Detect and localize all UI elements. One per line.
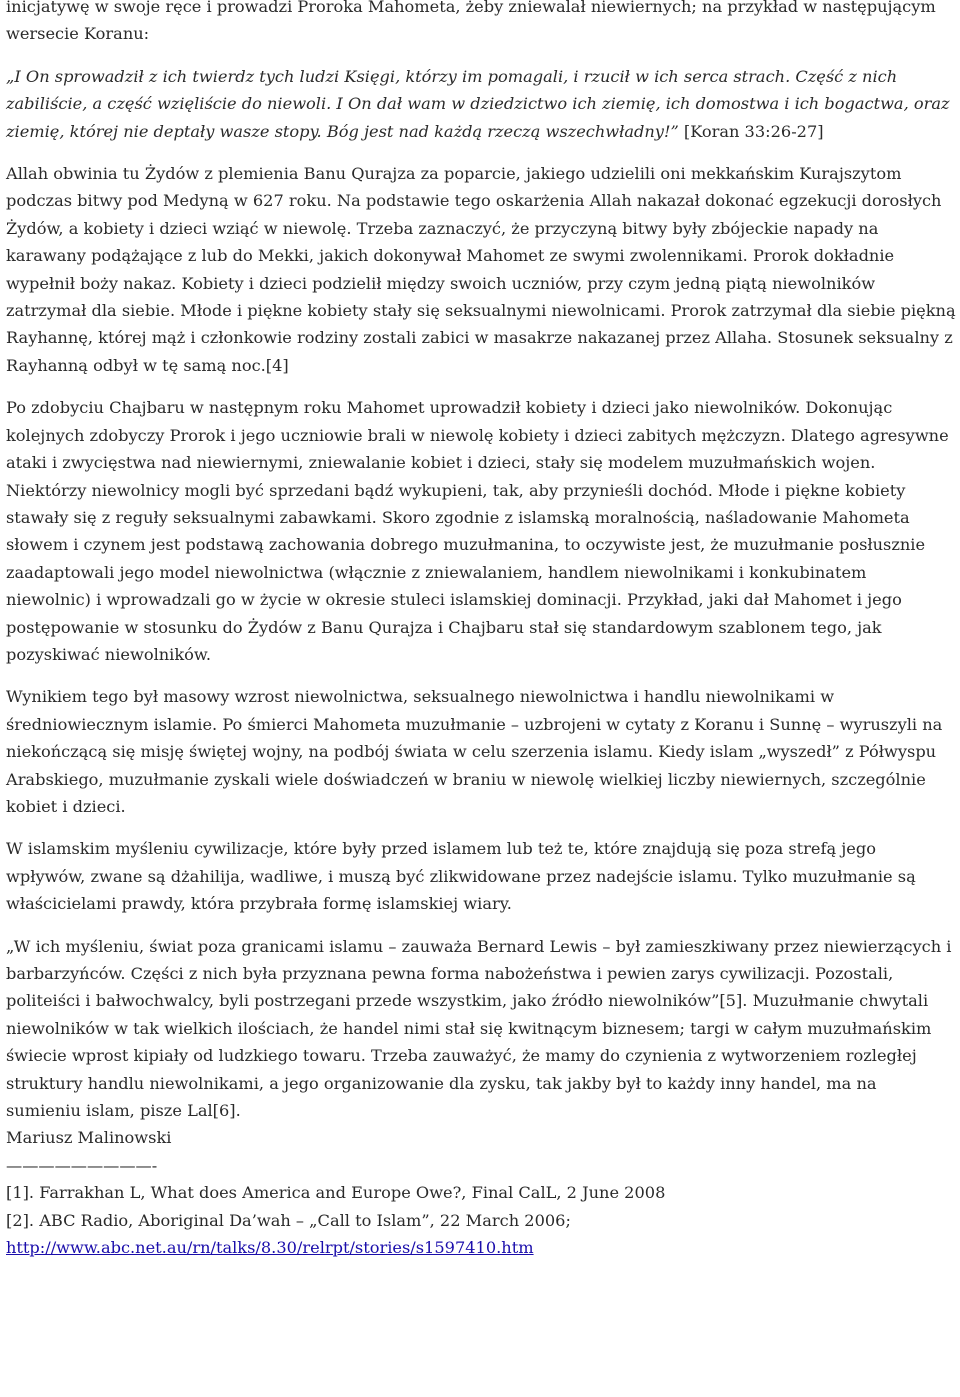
paragraph-slavery-growth: Wynikiem tego był masowy wzrost niewolnictwa, seksualnego niewolnictwa i handlu niewolnikami w średniowiecznym islamie. Po śmierci Mahometa muzułmanie – uzbrojeni w cytaty z Koranu i Sunnę – wyruszyli na niekończącą się misję świętej wojny, na podbój świata w celu szerzenia islamu. Kiedy islam „wyszedł” z Półwyspu Arabskiego, muzułmanie zyskali wiele doświadczeń w braniu w niewolę wielkiej liczby niewiernych, szczególnie kobiet i dzieci.: [6, 687, 943, 816]
abc-radio-link[interactable]: http://www.abc.net.au/rn/talks/8.30/relrpt/stories/s1597410.htm: [6, 1238, 534, 1258]
quote-text: „I On sprowadził z ich twierdz tych ludzi Księgi, którzy im pomagali, i rzucił w ich serca strach. Część z nich zabiliście, a część wzięliście do niewoli. I On dał wam w dziedzictwo ich ziemię, ich domostwa i ich bogactwa, oraz ziemię, której nie deptały wasze stopy. Bóg jest nad każdą rzeczą wszechwładny!”: [6, 66, 950, 141]
author-signature: Mariusz Malinowski: [6, 1128, 172, 1148]
koran-quote: [6, 63, 956, 145]
footnote-2: [2]. ABC Radio, Aboriginal Da’wah – „Call to Islam”, 22 March 2006;: [6, 1210, 571, 1230]
paragraph-banu-qurajza: Allah obwinia tu Żydów z plemienia Banu Qurajza za poparcie, jakiego udzielili oni mekkańskim Kurajszytom podczas bitwy pod Medyną w 627 roku. Na podstawie tego oskarżenia Allah nakazał dokonać egzekucji dorosłych Żydów, a kobiety i dzieci wziąć w niewolę. Trzeba zaznaczyć, że przyczyną bitwy były zbójeckie napady na karawany podążające z lub do Mekki, jakich dokonywał Mahomet ze swymi zwolennikami. Prorok dokładnie wypełnił boży nakaz. Kobiety i dzieci podzielił między swoich uczniów, przy czym jedną piątą niewolników zatrzymał dla siebie. Młode i piękne kobiety stały się seksualnymi niewolnicami. Prorok zatrzymał dla siebie piękną Rayhannę, której mąż i członkowie rodziny zostali zabici w masakrze nakazanej przez Allaha. Stosunek seksualny z Rayhanną odbył w tę samą noc.[4]: [6, 164, 956, 375]
paragraph-chajbar: Po zdobyciu Chajbaru w następnym roku Mahomet uprowadził kobiety i dzieci jako niewolników. Dokonując kolejnych zdobyczy Prorok i jego uczniowie brali w niewolę kobiety i dzieci zabitych mężczyzn. Dlatego agresywne ataki i zwycięstwa nad niewiernymi, zniewalanie kobiet i dzieci, stały się modelem muzułmańskich wojen. Niektórzy niewolnicy mogli być sprzedani bądź wykupieni, tak, aby przynieśli dochód. Młode i piękne kobiety stawały się z reguły seksualnymi zabawkami. Skoro zgodnie z islamską moralnością, naśladowanie Mahometa słowem i czynem jest podstawą zachowania dobrego muzułmanina, to oczywiste jest, że muzułmanie posłusznie zaadaptowali jego model niewolnictwa (włącznie z zniewalaniem, handlem niewolnikami i konkubinatem niewolnic) i wprowadzali go w życie w okresie stuleci islamskiej dominacji. Przykład, jaki dał Mahomet i jego postępowanie w stosunku do Żydów z Banu Qurajza i Chajbaru stał się standardowym szablonem tego, jak pozyskiwać niewolników.: [6, 398, 949, 664]
paragraph-bernard-lewis: „W ich myśleniu, świat poza granicami islamu – zauważa Bernard Lewis – był zamieszkiwany przez niewierzących i barbarzyńców. Części z nich była przyznana pewna forma nabożeństwa i pewien zarys cywilizacji. Pozostali, politeiści i bałwochwalcy, byli postrzegani przede wszystkim, jako źródło niewolników”[5]. Muzułmanie chwytali niewolników w tak wielkich ilościach, że handel nimi stał się kwitnącym biznesem; targi w całym muzułmańskim świecie wprost kipiały od ludzkiego towaru. Trzeba zauważyć, że mamy do czynienia z wytworzeniem rozległej struktury handlu niewolnikami, a jego organizowanie dla zysku, tak jakby był to każdy inny handel, ma na sumieniu islam, pisze Lal[6].: [6, 936, 952, 1121]
intro-paragraph: inicjatywę w swoje ręce i prowadzi Proroka Mahometa, żeby zniewalał niewiernych; na przykład w następującym wersecie Koranu:: [6, 0, 936, 44]
paragraph-dzahilija: W islamskim myśleniu cywilizacje, które były przed islamem lub też te, które znajdują się poza strefą jego wpływów, zwane są dżahilija, wadliwe, i muszą być zlikwidowane przez nadejście islamu. Tylko muzułmanie są właścicielami prawdy, która przybrała formę islamskiej wiary.: [6, 839, 916, 914]
footnote-separator: —————————-: [6, 1155, 158, 1175]
quote-citation: [Koran 33:26-27]: [678, 121, 824, 141]
footnote-1: [1]. Farrakhan L, What does America and Europe Owe?, Final CalL, 2 June 2008: [6, 1183, 666, 1203]
footnote-link-line: [6, 1234, 956, 1261]
